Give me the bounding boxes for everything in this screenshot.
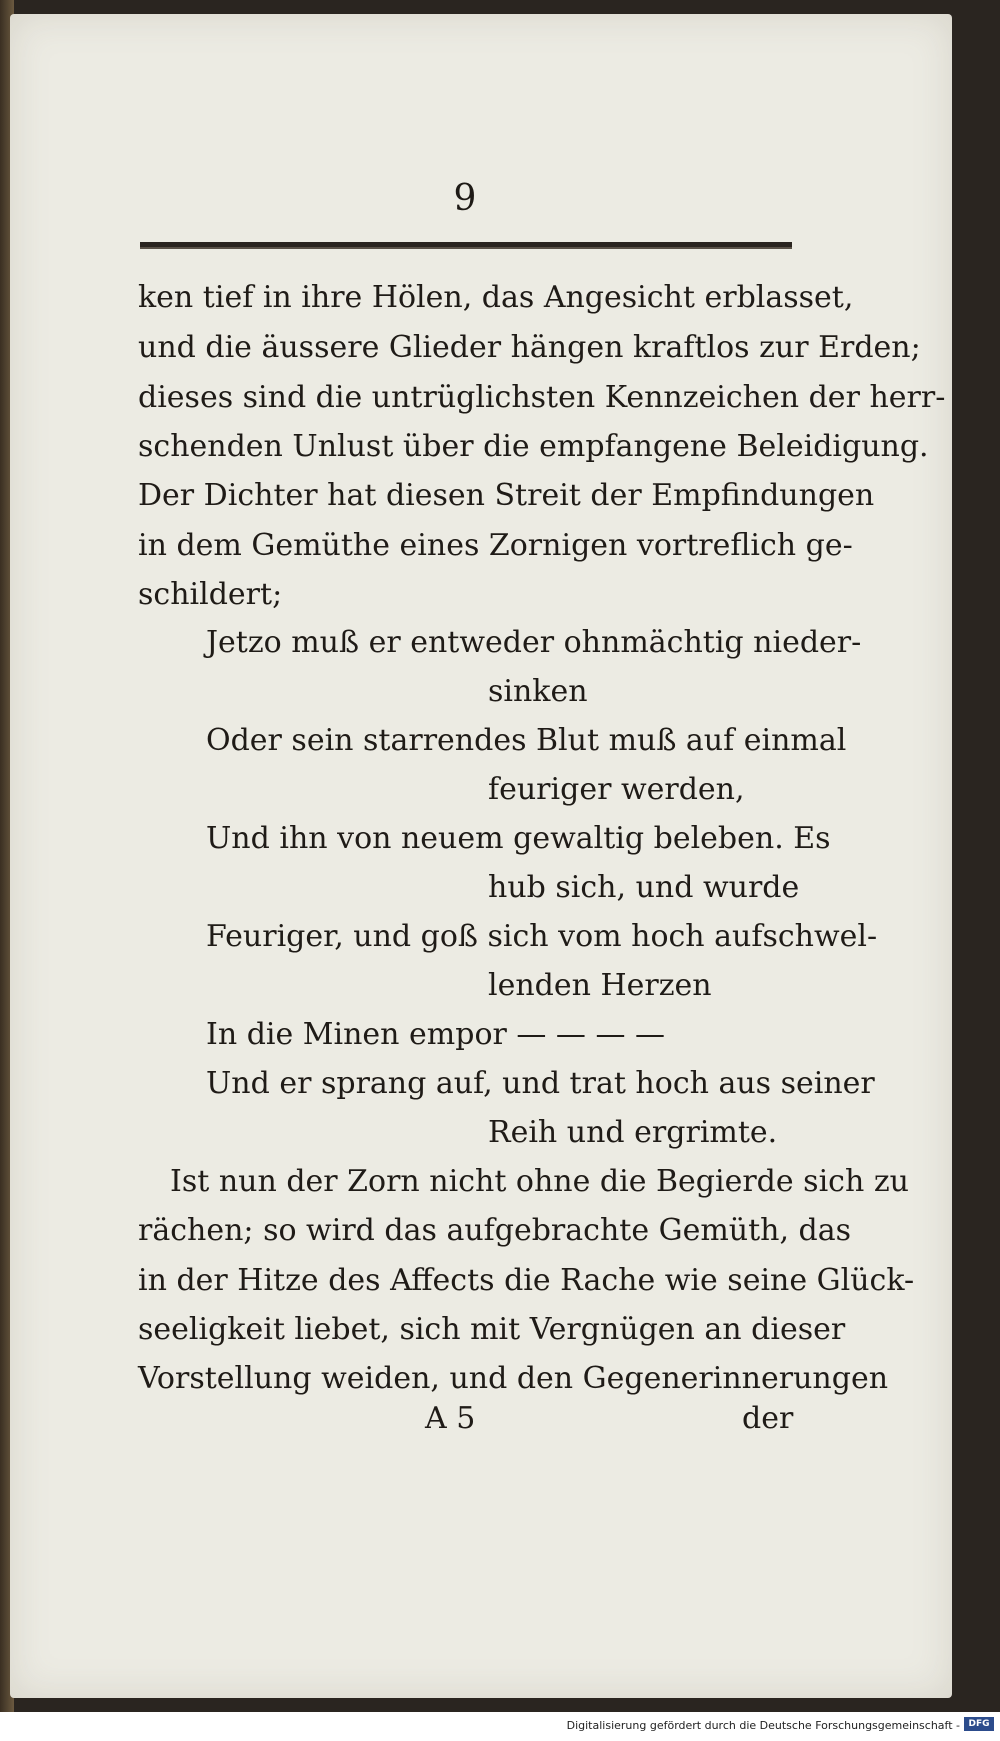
text-line: seeligkeit liebet, sich mit Vergnügen an dieser — [138, 1312, 846, 1347]
text-line: ken tief in ihre Hölen, das Angesicht erblasset, — [138, 280, 854, 315]
text-line: Der Dichter hat diesen Streit der Empfindungen — [138, 478, 875, 513]
verse-line: Jetzo muß er entweder ohnmächtig nieder- — [206, 625, 862, 660]
verse-continuation: sinken — [488, 674, 588, 709]
verse-continuation: hub sich, und wurde — [488, 870, 800, 905]
text-line: in dem Gemüthe eines Zornigen vortreflich ge- — [138, 528, 853, 563]
verse-continuation: lenden Herzen — [488, 968, 712, 1003]
verse-line: In die Minen empor — — — — — [206, 1017, 665, 1052]
verse-line: Feuriger, und goß sich vom hoch aufschwel- — [206, 919, 878, 954]
credit-text: Digitalisierung gefördert durch die Deutsche Forschungsgemeinschaft - — [566, 1719, 960, 1732]
verse-line: Und er sprang auf, und trat hoch aus seiner — [206, 1066, 875, 1101]
book-page — [10, 14, 952, 1698]
verse-line: Und ihn von neuem gewaltig beleben. Es — [206, 821, 831, 856]
text-line: schildert; — [138, 577, 283, 612]
catchword: der — [742, 1401, 794, 1436]
text-line: und die äussere Glieder hängen kraftlos zur Erden; — [138, 330, 921, 365]
header-rule — [140, 242, 792, 249]
verse-continuation: feuriger werden, — [488, 772, 745, 807]
verse-continuation: Reih und ergrimte. — [488, 1115, 778, 1150]
text-line: Ist nun der Zorn nicht ohne die Begierde sich zu — [170, 1164, 909, 1199]
text-line: schenden Unlust über die empfangene Beleidigung. — [138, 429, 929, 464]
text-line: in der Hitze des Affects die Rache wie seine Glück- — [138, 1263, 915, 1298]
text-line: dieses sind die untrüglichsten Kennzeichen der herr- — [138, 380, 946, 415]
page-number: 9 — [453, 178, 477, 219]
text-line: Vorstellung weiden, und den Gegenerinnerungen — [138, 1361, 889, 1396]
dfg-logo: DFG — [964, 1717, 994, 1731]
text-line: rächen; so wird das aufgebrachte Gemüth, das — [138, 1213, 852, 1248]
signature-mark: A 5 — [425, 1401, 476, 1436]
verse-line: Oder sein starrendes Blut muß auf einmal — [206, 723, 847, 758]
